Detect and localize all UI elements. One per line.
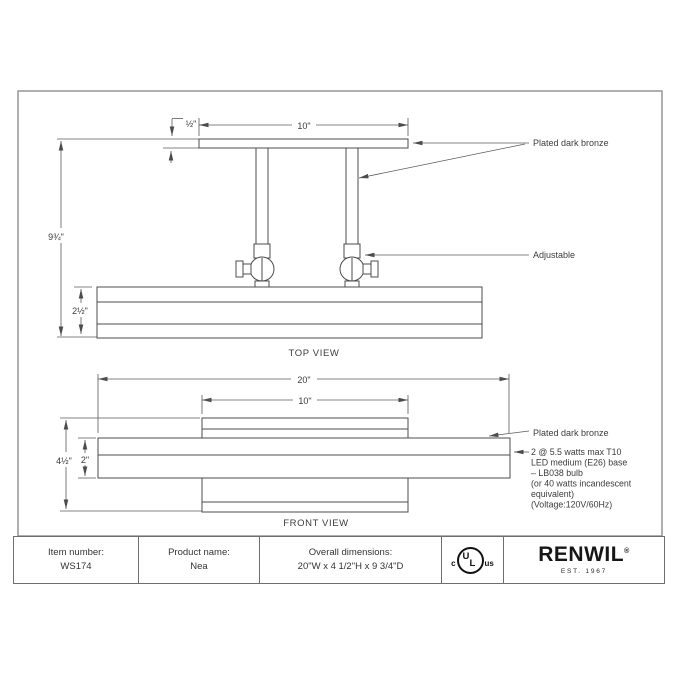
top-view-mounting-bar: [199, 139, 408, 148]
ul-circle-icon: [457, 547, 484, 574]
item-number-cell: [14, 537, 139, 583]
leader-finish-diagonal: [359, 144, 525, 178]
product-name-cell: [139, 537, 260, 583]
overall-dimensions-value: 20"W x 4 1/2"H x 9 3/4"D: [297, 561, 404, 572]
callout-finish-front-view: Plated dark bronze: [533, 428, 609, 438]
top-view-left-thumbscrew-cap: [236, 261, 243, 277]
top-view-left-thumbscrew-shaft: [243, 264, 251, 274]
top-view-right-lower-collar: [345, 281, 359, 287]
brand-established: EST. 1967: [560, 567, 608, 575]
front-view-backplate-bottom: [202, 478, 408, 512]
ul-letter-u: U: [462, 550, 470, 562]
ul-c-label: c: [451, 559, 456, 568]
front-view: [53, 373, 632, 529]
top-view-left-lower-collar: [255, 281, 269, 287]
dim-label-overall-height: 4½": [56, 456, 72, 466]
item-number-label: Item number:: [48, 546, 104, 558]
footer-table: [13, 536, 665, 584]
product-name-label: Product name:: [168, 546, 230, 558]
ul-certification-icon: [451, 547, 494, 574]
top-view-right-stem: [346, 148, 358, 244]
ul-letter-l: L: [469, 557, 476, 569]
callout-adjustable: Adjustable: [533, 250, 576, 260]
front-view-body: [98, 438, 510, 478]
top-view-body: [97, 287, 482, 338]
bulb-note-line: LED medium (E26) base: [531, 457, 628, 468]
ul-certification-cell: [442, 537, 504, 583]
brand-cell: [504, 537, 664, 583]
front-view-caption: FRONT VIEW: [283, 518, 349, 529]
dim-label-overall-width: 20": [297, 375, 311, 385]
dim-label-body-height: 2": [80, 455, 90, 465]
renwil-wordmark: RENWIL: [538, 542, 625, 566]
dim-label-backplate-width: 10": [298, 396, 312, 406]
callout-finish-top-view: Plated dark bronze: [533, 138, 609, 148]
renwil-logo: [538, 544, 630, 565]
bulb-note-line: (or 40 watts incandescent: [531, 478, 632, 489]
top-view-right-thumbscrew-shaft: [363, 264, 371, 274]
top-view-left-stem: [256, 148, 268, 244]
bulb-note-line: (Voltage:120V/60Hz): [531, 499, 613, 510]
bulb-note-line: – LB038 bulb: [531, 468, 583, 478]
dim-label-plate-thickness: ½": [185, 119, 197, 129]
bulb-note-line: 2 @ 5.5 watts max T10: [531, 447, 622, 457]
registered-trademark-icon: ®: [624, 547, 630, 555]
front-view-backplate-top: [202, 418, 408, 438]
product-name-value: Nea: [190, 561, 208, 572]
ul-us-label: us: [484, 559, 494, 568]
item-number-value: WS174: [60, 561, 92, 572]
top-view-caption: TOP VIEW: [288, 348, 340, 359]
dim-label-body-top: 2½": [72, 306, 88, 316]
dim-label-depth: 9¾": [48, 232, 64, 242]
top-view-right-thumbscrew-cap: [371, 261, 378, 277]
overall-dimensions-label: Overall dimensions:: [308, 546, 393, 558]
dim-label-bar-length: 10": [297, 121, 311, 131]
top-view: [46, 118, 609, 359]
overall-dimensions-cell: [260, 537, 442, 583]
top-view-right-collar: [344, 244, 360, 258]
bulb-note-line: equivalent): [531, 489, 575, 499]
top-view-left-collar: [254, 244, 270, 258]
